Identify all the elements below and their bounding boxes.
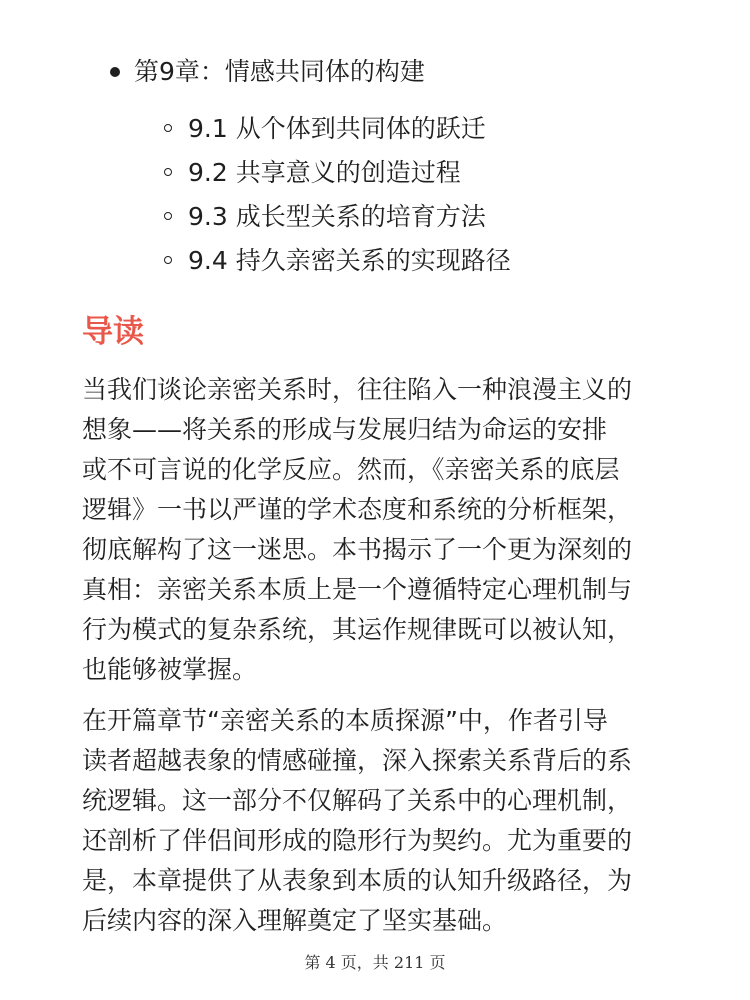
text-line: 行为模式的复杂系统，其运作规律既可以被认知， (82, 615, 633, 644)
page-number-footer: 第 4 页，共 211 页 (304, 953, 446, 972)
section-item (162, 151, 708, 195)
text-line: 在开篇章节“亲密关系的本质探源”中，作者引导 (82, 706, 608, 735)
section-item (162, 107, 708, 151)
section-heading: 导读 (82, 314, 144, 350)
text-line: 真相：亲密关系本质上是一个遵循特定心理机制与 (82, 575, 633, 604)
section-item (162, 195, 708, 239)
text-line: 统逻辑。这一部分不仅解码了关系中的心理机制， (82, 786, 633, 815)
section-title: 9.1 从个体到共同体的跃迁 (188, 114, 486, 143)
bullet-circle-icon (164, 256, 172, 264)
paragraph-2 (82, 701, 672, 941)
text-line: 还剖析了伴侣间形成的隐形行为契约。尤为重要的 (82, 826, 633, 855)
chapter-title: 第9章：情感共同体的构建 (134, 57, 425, 86)
text-line: 彻底解构了这一迷思。本书揭示了一个更为深刻的 (82, 535, 633, 564)
section-title: 9.3 成长型关系的培育方法 (188, 202, 486, 231)
text-line: 或不可言说的化学反应。然而，《亲密关系的底层 (82, 455, 620, 484)
section-list (108, 107, 708, 283)
text-line: 当我们谈论亲密关系时，往往陷入一种浪漫主义的 (82, 375, 633, 404)
table-of-contents (108, 52, 708, 283)
section-title: 9.4 持久亲密关系的实现路径 (188, 246, 511, 275)
section-item (162, 239, 708, 283)
text-line: 是，本章提供了从表象到本质的认知升级路径，为 (82, 866, 633, 895)
text-line: 想象——将关系的形成与发展归结为命运的安排 (82, 415, 608, 444)
text-line: 后续内容的深入理解奠定了坚实基础。 (82, 906, 508, 935)
text-line: 也能够被掌握。 (82, 655, 258, 684)
chapter-item (108, 52, 708, 92)
section-title: 9.2 共享意义的创造过程 (188, 158, 461, 187)
bullet-circle-icon (164, 212, 172, 220)
text-line: 读者超越表象的情感碰撞，深入探索关系背后的系 (82, 746, 633, 775)
bullet-circle-icon (164, 168, 172, 176)
paragraph-1 (82, 370, 672, 690)
bullet-circle-icon (164, 124, 172, 132)
text-line: 逻辑》一书以严谨的学术态度和系统的分析框架， (82, 495, 633, 524)
bullet-dot-icon (110, 67, 120, 77)
